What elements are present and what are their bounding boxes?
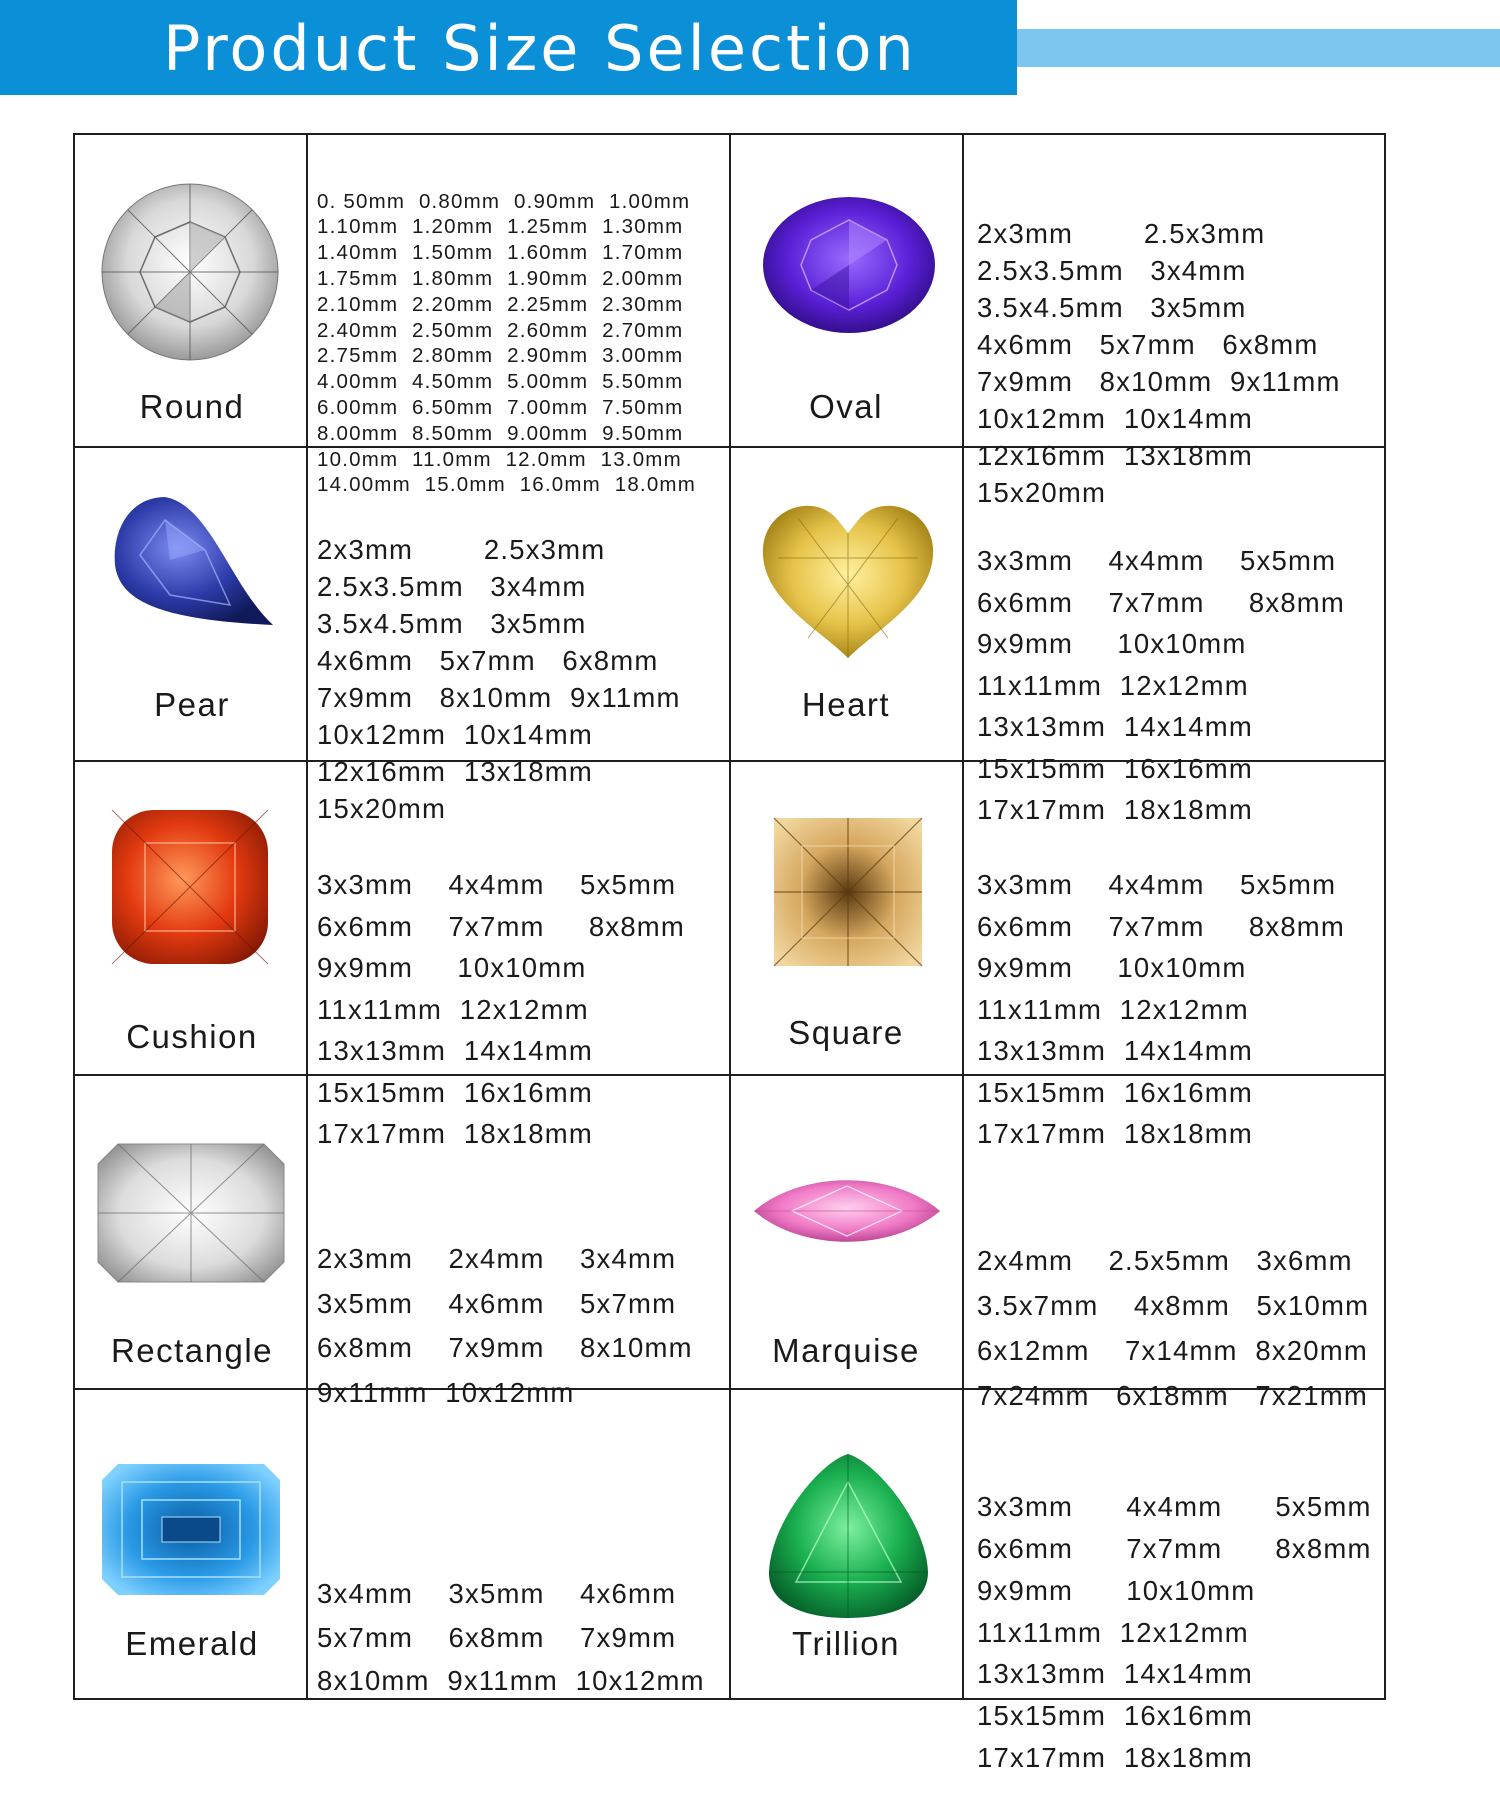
column-divider [306,133,308,1700]
size-list-cushion: 3x3mm 4x4mm 5x5mm 6x6mm 7x7mm 8x8mm 9x9mm 10x10mm 11x11mm 12x12mm 13x13mm 14x14mm 15x15mm 16x16mm 17x17mm 18x18mm [317,869,686,1149]
shape-label-rectangle: Rectangle [110,1332,274,1369]
trillion-gem-icon [766,1452,931,1620]
heart-gem-icon [758,488,938,663]
header-accent-strip [1017,29,1500,67]
size-list-marquise: 2x4mm 2.5x5mm 3x6mm 3.5x7mm 4x8mm 5x10mm 6x12mm 7x14mm 8x20mm 7x24mm 6x18mm 7x21mm [977,1245,1370,1411]
shape-label-round: Round [139,388,245,425]
column-divider [729,133,731,1700]
marquise-gem-icon [752,1168,942,1254]
pear-gem-icon [110,495,275,630]
oval-gem-icon [762,195,937,335]
shape-label-heart: Heart [801,686,891,723]
page-title: Product Size Selection [163,12,917,85]
size-list-emerald: 3x4mm 3x5mm 4x6mm 5x7mm 6x8mm 7x9mm 8x10mm 9x11mm 10x12mm [317,1578,705,1696]
size-list-pear: 2x3mm 2.5x3mm 2.5x3.5mm 3x4mm 3.5x4.5mm 3x5mm 4x6mm 5x7mm 6x8mm 7x9mm 8x10mm 9x11mm 10x12mm 10x14mm 12x16mm 13x18mm 15x20mm [317,534,681,824]
shape-label-cushion: Cushion [126,1018,258,1055]
round-gem-icon [100,182,280,362]
square-gem-icon [772,816,924,968]
rectangle-gem-icon [96,1142,286,1284]
shape-label-trillion: Trillion [792,1625,900,1662]
size-list-trillion: 3x3mm 4x4mm 5x5mm 6x6mm 7x7mm 8x8mm 9x9mm 10x10mm 11x11mm 12x12mm 13x13mm 14x14mm 15x15mm 16x16mm 17x17mm 18x18mm [977,1491,1372,1773]
cushion-gem-icon [110,808,270,966]
shape-label-marquise: Marquise [772,1332,920,1369]
size-list-square: 3x3mm 4x4mm 5x5mm 6x6mm 7x7mm 8x8mm 9x9mm 10x10mm 11x11mm 12x12mm 13x13mm 14x14mm 15x15mm 16x16mm 17x17mm 18x18mm [977,869,1346,1149]
size-list-round: 0. 50mm 0.80mm 0.90mm 1.00mm 1.10mm 1.20mm 1.25mm 1.30mm 1.40mm 1.50mm 1.60mm 1.70mm 1.75mm 1.80mm 1.90mm 2.00mm 2.10mm 2.20mm 2.25mm 2.30mm 2.40mm 2.50mm 2.60mm 2.70mm 2.75mm 2.80mm 2.90mm 3.00mm 4.00mm 4.50mm 5.00mm 5.50mm 6.00mm 6.50mm 7.00mm 7.50mm 8.00mm 8.50mm 9.00mm 9.50mm 10.0mm 11.0mm 12.0mm 13.0mm 14.00mm 15.0mm 16.0mm 18.0mm [317,189,696,497]
size-list-rectangle: 2x3mm 2x4mm 3x4mm 3x5mm 4x6mm 5x7mm 6x8mm 7x9mm 8x10mm 9x11mm 10x12mm [317,1243,693,1408]
column-divider [962,133,964,1700]
size-list-heart: 3x3mm 4x4mm 5x5mm 6x6mm 7x7mm 8x8mm 9x9mm 10x10mm 11x11mm 12x12mm 13x13mm 14x14mm 15x15mm 16x16mm 17x17mm 18x18mm [977,545,1346,825]
shape-label-oval: Oval [809,388,883,425]
shape-label-pear: Pear [154,686,230,723]
shape-label-square: Square [788,1014,904,1051]
emerald-gem-icon [100,1462,282,1597]
shape-label-emerald: Emerald [125,1625,259,1662]
size-list-oval: 2x3mm 2.5x3mm 2.5x3.5mm 3x4mm 3.5x4.5mm 3x5mm 4x6mm 5x7mm 6x8mm 7x9mm 8x10mm 9x11mm 10x12mm 10x14mm 12x16mm 13x18mm 15x20mm [977,218,1341,508]
